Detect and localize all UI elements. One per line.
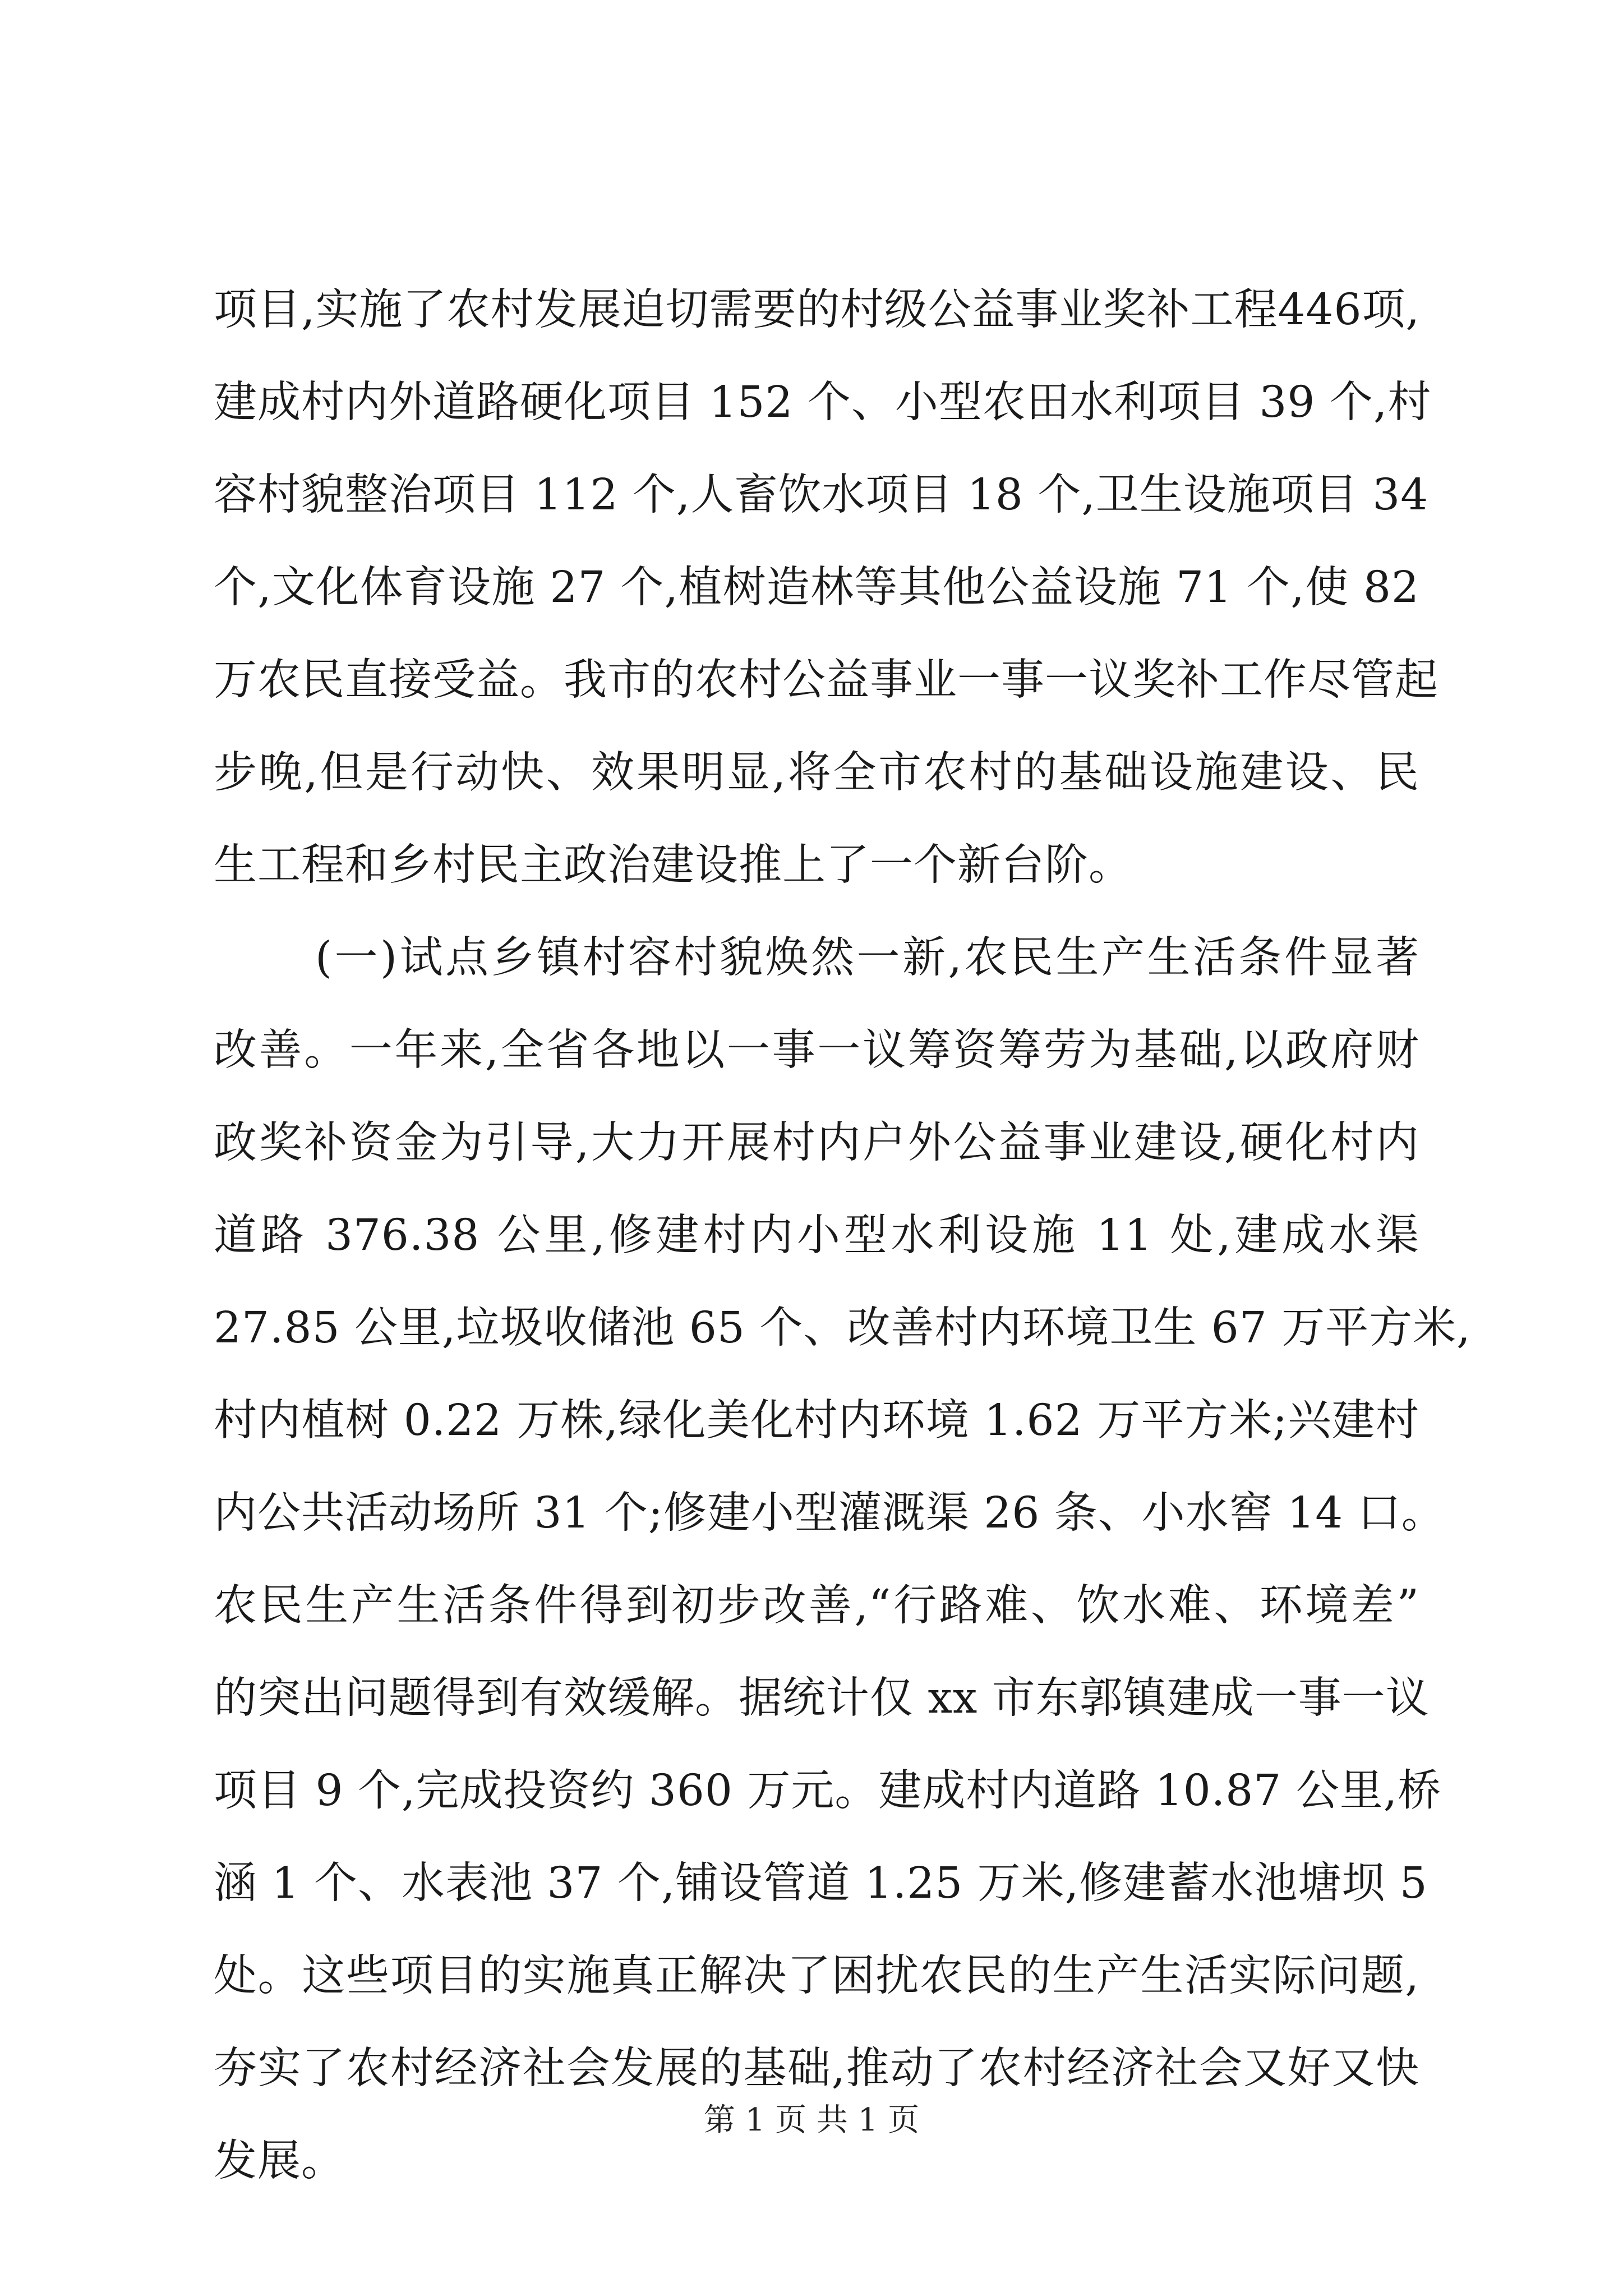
body-line: 道路 376.38 公里,修建村内小型水利设施 11 处,建成水渠 — [214, 1211, 1419, 1260]
document-body — [214, 264, 1471, 2207]
body-line: 政奖补资金为引导,大力开展村内户外公益事业建设,硬化村内 — [214, 1118, 1419, 1168]
page-number-footer: 第 1 页 共 1 页 — [703, 2102, 920, 2138]
body-line: 步晚,但是行动快、效果明显,将全市农村的基础设施建设、民 — [214, 748, 1419, 798]
body-line: 个,文化体育设施 27 个,植树造林等其他公益设施 71 个,使 82 — [214, 563, 1419, 613]
paragraph-end-line: 生工程和乡村民主政治建设推上了一个新台阶。 — [214, 840, 1132, 890]
body-line: 建成村内外道路硬化项目 152 个、小型农田水利项目 39 个,村 — [214, 378, 1432, 427]
body-line: 的突出问题得到有效缓解。据统计仅 xx 市东郭镇建成一事一议 — [214, 1673, 1430, 1723]
body-line: 夯实了农村经济社会发展的基础,推动了农村经济社会又好又快 — [214, 2044, 1419, 2093]
body-line: 万农民直接受益。我市的农村公益事业一事一议奖补工作尽管起 — [214, 655, 1438, 705]
body-line: 27.85 公里,垃圾收储池 65 个、改善村内环境卫生 67 万平方米, — [214, 1303, 1471, 1353]
body-line: 项目,实施了农村发展迫切需要的村级公益事业奖补工程446项, — [214, 285, 1420, 335]
body-line: 涵 1 个、水表池 37 个,铺设管道 1.25 万米,修建蓄水池塘坝 5 — [214, 1858, 1428, 1908]
body-line: 内公共活动场所 31 个;修建小型灌溉渠 26 条、小水窖 14 口。 — [214, 1488, 1445, 1538]
section-heading-line: (一)试点乡镇村容村貌焕然一新,农民生产生活条件显著 — [315, 933, 1419, 983]
body-line: 容村貌整治项目 112 个,人畜饮水项目 18 个,卫生设施项目 34 — [214, 470, 1429, 520]
paragraph-end-line: 发展。 — [214, 2136, 345, 2186]
body-line: 农民生产生活条件得到初步改善,“行路难、饮水难、环境差” — [214, 1581, 1419, 1631]
body-line: 处。这些项目的实施真正解决了困扰农民的生产生活实际问题, — [214, 1951, 1419, 2001]
body-line: 改善。一年来,全省各地以一事一议筹资筹劳为基础,以政府财 — [214, 1025, 1419, 1075]
body-line: 村内植树 0.22 万株,绿化美化村内环境 1.62 万平方米;兴建村 — [214, 1396, 1419, 1446]
body-line: 项目 9 个,完成投资约 360 万元。建成村内道路 10.87 公里,桥 — [214, 1766, 1442, 1816]
